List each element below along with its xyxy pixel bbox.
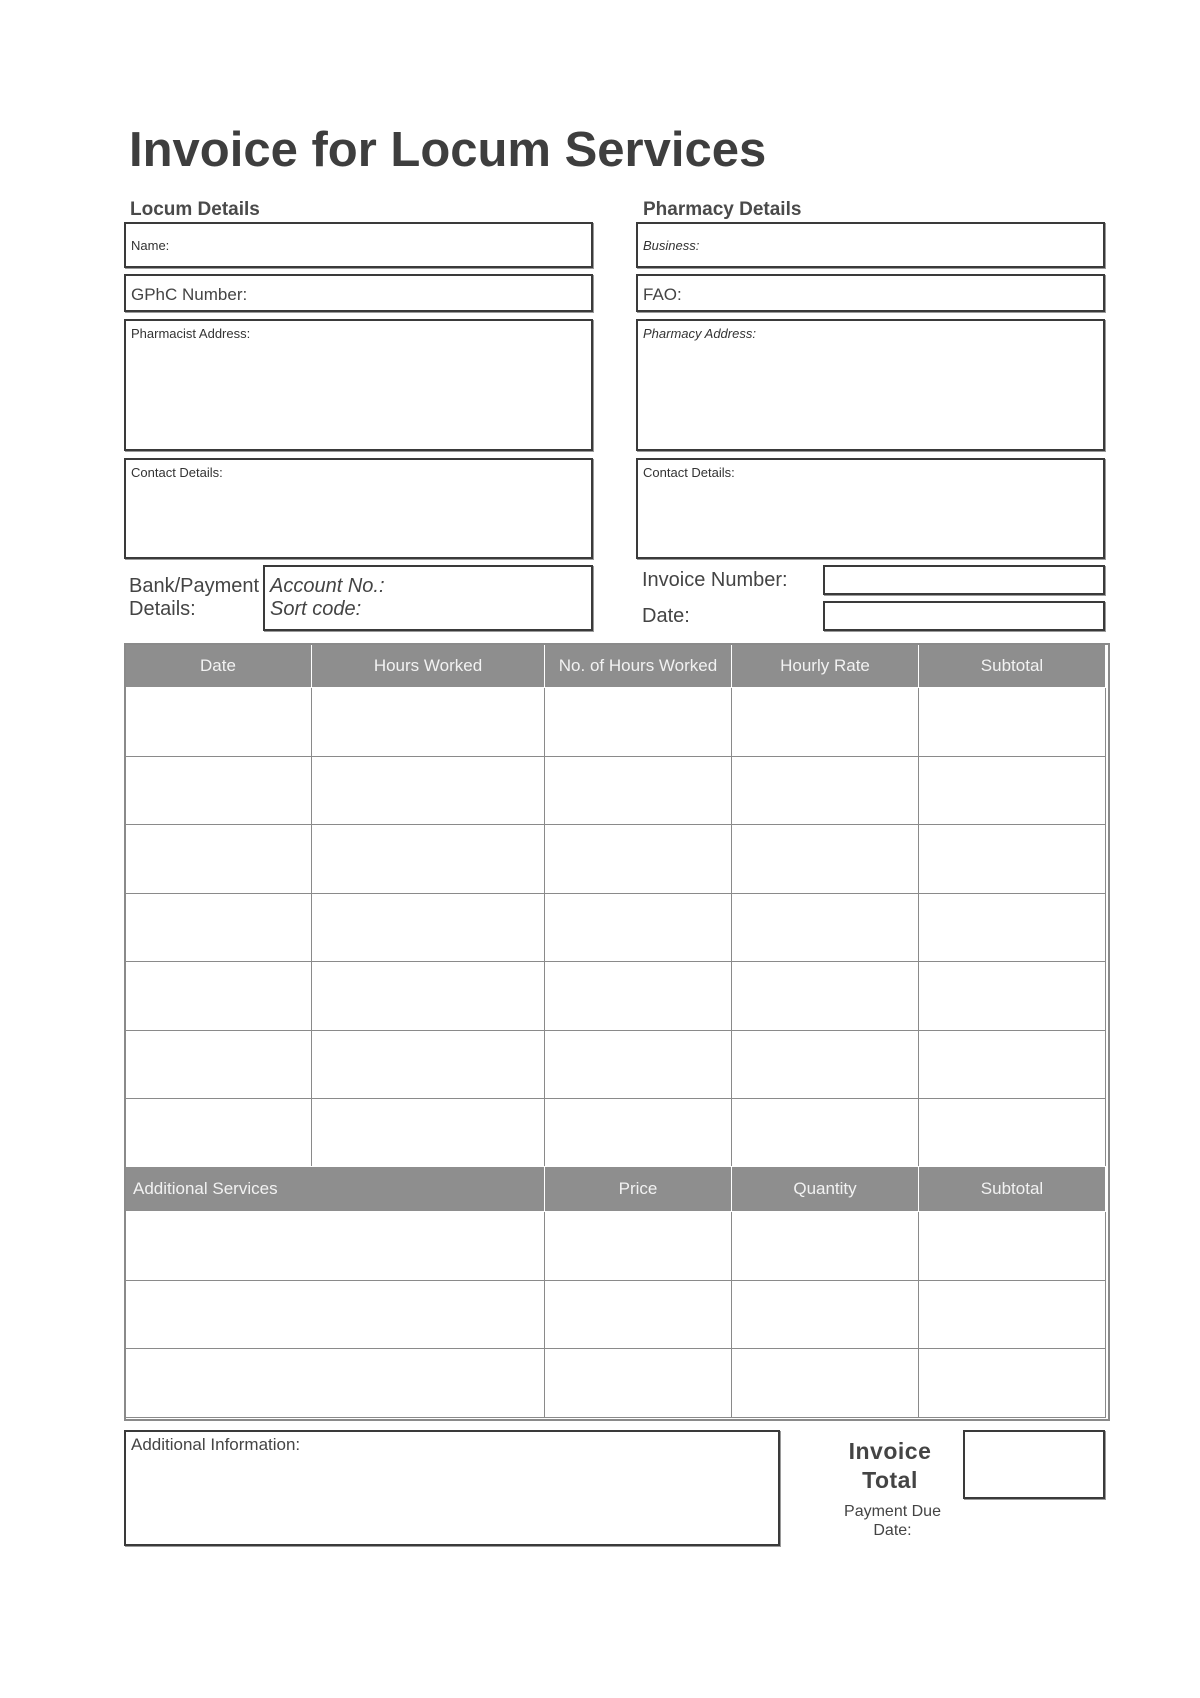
hours-table-row (125, 1099, 1106, 1168)
hours-table-cell[interactable] (312, 756, 545, 825)
additional-info-label: Additional Information: (131, 1435, 301, 1454)
col-header-subtotal: Subtotal (919, 644, 1106, 688)
hours-table-cell[interactable] (125, 688, 312, 757)
hours-table-cell[interactable] (919, 825, 1106, 894)
hours-table-cell[interactable] (312, 1099, 545, 1168)
col-header-no-of-hours: No. of Hours Worked (545, 644, 732, 688)
services-table-row (125, 1212, 1106, 1281)
hours-table-cell[interactable] (312, 962, 545, 1031)
services-table-header (125, 1167, 1106, 1212)
invoice-number-field[interactable] (823, 565, 1105, 595)
business-label: Business: (643, 238, 700, 253)
services-table-cell[interactable] (732, 1280, 919, 1349)
payment-due-line2: Date: (873, 1522, 912, 1539)
business-field[interactable] (636, 222, 1105, 268)
services-table-cell[interactable] (125, 1280, 545, 1349)
pharmacy-address-field[interactable] (636, 319, 1105, 451)
services-table-row (125, 1349, 1106, 1418)
services-table-cell[interactable] (919, 1349, 1106, 1418)
services-table-cell[interactable] (732, 1349, 919, 1418)
services-table-cell[interactable] (545, 1280, 732, 1349)
hours-table-cell[interactable] (732, 825, 919, 894)
invoice-total-line2: Total (862, 1467, 918, 1493)
services-table-cell[interactable] (125, 1212, 545, 1281)
services-table-cell[interactable] (732, 1212, 919, 1281)
hours-table-cell[interactable] (125, 1099, 312, 1168)
invoice-total-line1: Invoice (848, 1438, 932, 1464)
invoice-total-label (830, 1437, 950, 1495)
additional-info-field[interactable] (124, 1430, 780, 1546)
hours-table-row (125, 688, 1106, 757)
services-table-cell[interactable] (545, 1212, 732, 1281)
hours-table-cell[interactable] (919, 962, 1106, 1031)
hours-table-cell[interactable] (732, 756, 919, 825)
hours-table-cell[interactable] (732, 688, 919, 757)
gphc-number-label: GPhC Number: (131, 285, 248, 304)
invoice-total-field[interactable] (963, 1430, 1105, 1499)
hours-table-cell[interactable] (545, 825, 732, 894)
hours-table-cell[interactable] (545, 893, 732, 962)
pharmacist-address-label: Pharmacist Address: (131, 326, 251, 341)
hours-table-cell[interactable] (125, 756, 312, 825)
bank-payment-label-line1: Bank/Payment (129, 575, 260, 597)
hours-table-cell[interactable] (125, 893, 312, 962)
hours-table-row (125, 1030, 1106, 1099)
services-table-cell[interactable] (545, 1349, 732, 1418)
hours-table-cell[interactable] (732, 893, 919, 962)
hours-table-cell[interactable] (312, 688, 545, 757)
payment-due-label (830, 1502, 955, 1540)
hours-table-row (125, 756, 1106, 825)
invoice-date-field[interactable] (823, 601, 1105, 631)
col-header-hours-worked: Hours Worked (312, 644, 545, 688)
services-table-row (125, 1280, 1106, 1349)
hours-table-cell[interactable] (312, 1030, 545, 1099)
hours-table-cell[interactable] (919, 1030, 1106, 1099)
hours-table-cell[interactable] (545, 1030, 732, 1099)
hours-table-cell[interactable] (545, 1099, 732, 1168)
hours-table-cell[interactable] (919, 688, 1106, 757)
hours-table-row (125, 893, 1106, 962)
services-table-cell[interactable] (919, 1212, 1106, 1281)
hours-table-cell[interactable] (545, 688, 732, 757)
services-table (124, 1166, 1106, 1418)
account-number-label: Account No.: (270, 575, 385, 597)
bank-payment-label (129, 575, 259, 621)
invoice-date-label: Date: (642, 605, 690, 627)
pharmacy-details-heading: Pharmacy Details (643, 199, 802, 220)
pharmacy-contact-label: Contact Details: (643, 465, 735, 480)
invoice-number-label: Invoice Number: (642, 569, 788, 591)
col-header-quantity: Quantity (732, 1167, 919, 1212)
hours-table-row (125, 825, 1106, 894)
hours-table-cell[interactable] (732, 962, 919, 1031)
hours-table-cell[interactable] (919, 1099, 1106, 1168)
locum-contact-label: Contact Details: (131, 465, 223, 480)
fao-field[interactable] (636, 274, 1105, 312)
hours-table-cell[interactable] (919, 756, 1106, 825)
locum-contact-field[interactable] (124, 458, 593, 559)
bank-payment-label-line2: Details: (129, 598, 196, 620)
hours-table-cell[interactable] (312, 825, 545, 894)
hours-table-cell[interactable] (125, 825, 312, 894)
pharmacy-contact-field[interactable] (636, 458, 1105, 559)
locum-details-heading: Locum Details (130, 199, 260, 220)
col-header-hourly-rate: Hourly Rate (732, 644, 919, 688)
hours-table-cell[interactable] (125, 1030, 312, 1099)
hours-table-cell[interactable] (545, 962, 732, 1031)
hours-table-cell[interactable] (919, 893, 1106, 962)
hours-table (124, 643, 1106, 1168)
sort-code-label: Sort code: (270, 598, 362, 620)
pharmacy-address-label: Pharmacy Address: (643, 326, 756, 341)
payment-due-line1: Payment Due (844, 1503, 941, 1520)
services-table-cell[interactable] (125, 1349, 545, 1418)
locum-name-field[interactable] (124, 222, 593, 268)
col-header-date: Date (125, 644, 312, 688)
bank-details-field[interactable] (263, 565, 593, 631)
hours-table-row (125, 962, 1106, 1031)
col-header-price: Price (545, 1167, 732, 1212)
hours-table-cell[interactable] (732, 1099, 919, 1168)
fao-label: FAO: (643, 285, 682, 304)
page-title: Invoice for Locum Services (129, 123, 767, 177)
hours-table-header (125, 644, 1106, 688)
pharmacist-address-field[interactable] (124, 319, 593, 451)
services-table-cell[interactable] (919, 1280, 1106, 1349)
hours-table-cell[interactable] (125, 962, 312, 1031)
col-header-additional-services: Additional Services (125, 1167, 545, 1212)
hours-table-cell[interactable] (732, 1030, 919, 1099)
gphc-number-field[interactable] (124, 274, 593, 312)
col-header-services-subtotal: Subtotal (919, 1167, 1106, 1212)
hours-table-cell[interactable] (545, 756, 732, 825)
locum-name-label: Name: (131, 238, 170, 253)
hours-table-cell[interactable] (312, 893, 545, 962)
